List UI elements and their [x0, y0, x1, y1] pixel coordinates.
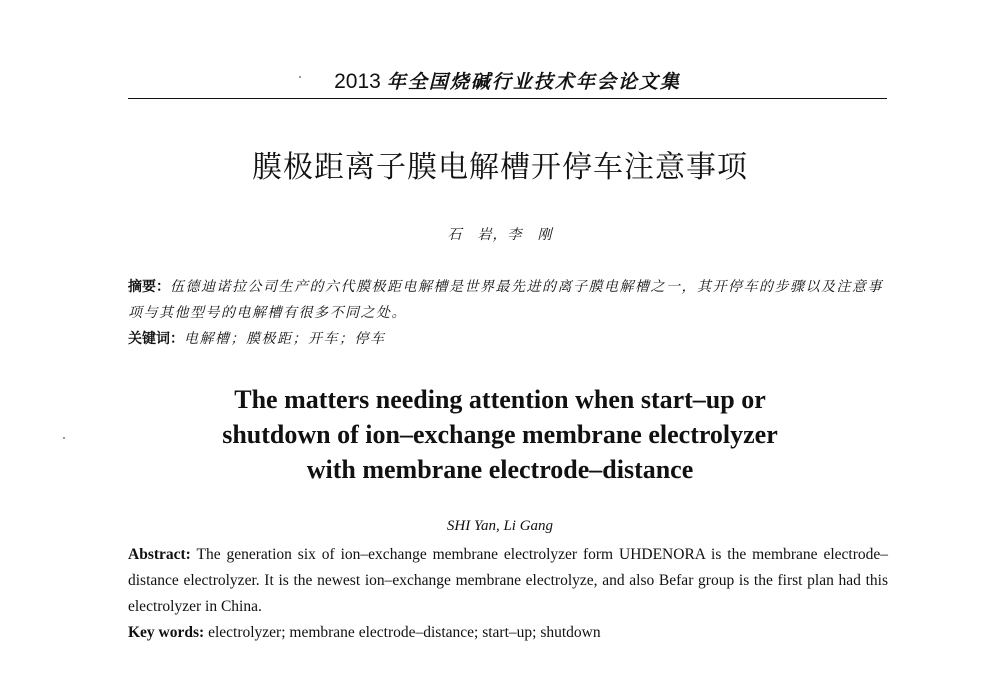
- authors-english: SHI Yan, Li Gang: [446, 518, 554, 534]
- abstract-chinese-text: 伍德迪诺拉公司生产的六代膜极距电解槽是世界最先进的离子膜电解槽之一，其开停车的步骤以及注意事项与其他型号的电解槽有很多不同之处。: [128, 279, 883, 321]
- header-year: 2013: [334, 70, 381, 93]
- keywords-english: [128, 620, 888, 646]
- keywords-english-label: Key words:: [128, 624, 205, 641]
- keywords-chinese: [128, 326, 888, 352]
- header-series: 年全国烧碱行业技术年会论文集: [386, 71, 681, 93]
- abstract-english-label: Abstract:: [128, 546, 191, 563]
- scan-speck: [299, 76, 301, 78]
- abstract-english-text: The generation six of ion–exchange membrane electrolyzer form UHDENORA is the membrane electrode– distance electrolyzer. It is the newest ion–exchange membrane electrolyze, and also Befar group is the first plan had this electrolyzer in China.: [128, 546, 888, 615]
- keywords-chinese-text: 电解槽；膜极距；开车；停车: [184, 331, 386, 347]
- keywords-chinese-label: 关键词：: [128, 331, 184, 347]
- running-header: [128, 70, 887, 94]
- title-english-line-2: shutdown of ion–exchange membrane electrolyzer: [222, 420, 778, 449]
- title-english: [0, 382, 1000, 487]
- abstract-chinese-label: 摘要：: [128, 279, 170, 295]
- title-english-line-1: The matters needing attention when start–up or: [234, 385, 766, 414]
- abstract-chinese: [128, 274, 888, 326]
- title-english-line-3: with membrane electrode–distance: [306, 455, 694, 484]
- abstract-english: [128, 542, 888, 620]
- header-rule: [128, 98, 887, 99]
- title-chinese: 膜极距离子膜电解槽开停车注意事项: [252, 150, 748, 185]
- keywords-english-text: electrolyzer; membrane electrode–distance; start–up; shutdown: [208, 624, 601, 641]
- authors-chinese: 石 岩，李 刚: [447, 227, 553, 243]
